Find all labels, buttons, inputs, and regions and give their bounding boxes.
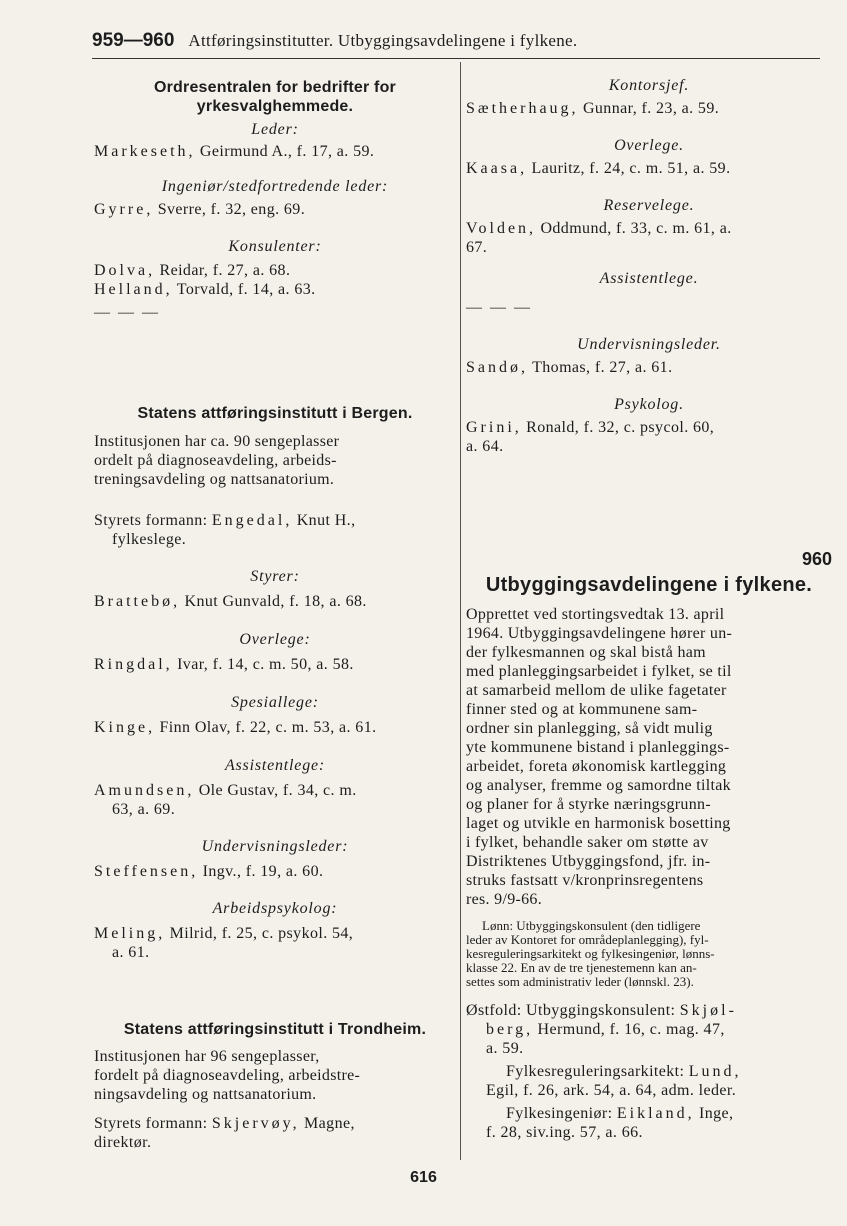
trondheim-styrets-formann: Styrets formann: Skjervøy, Magne, — [94, 1115, 355, 1132]
r-overlege-entry: Kaasa, Lauritz, f. 24, c. m. 51, a. 59. — [466, 160, 731, 177]
ordresentralen-title-line2: yrkesvalghemmede. — [196, 98, 354, 115]
ostfold-line2: berg, Hermund, f. 16, c. mag. 47, — [486, 1021, 725, 1038]
para-line: arbeidet, foreta økonomisk kartlegging — [466, 758, 727, 775]
reservelege-entry-cont: 67. — [466, 239, 488, 256]
trondheim-section — [94, 1020, 456, 1152]
ingenior-entry: Gyrre, Sverre, f. 32, eng. 69. — [94, 201, 306, 218]
spesiallege-role: Spesiallege: — [231, 694, 319, 711]
psykolog-entry: Grini, Ronald, f. 32, c. psycol. 60, — [466, 419, 715, 436]
ingenior-role: Ingeniør/stedfortredende leder: — [161, 178, 389, 195]
ordresentralen-title-line1: Ordresentralen for bedrifter for — [153, 79, 396, 96]
fylkesregulering-line2: Egil, f. 26, ark. 54, a. 64, adm. leder. — [486, 1082, 737, 1099]
para-line: 1964. Utbyggingsavdelingene hører un- — [466, 625, 733, 642]
kontorsjef-role: Kontorsjef. — [608, 77, 690, 94]
bergen-section — [94, 404, 456, 962]
para-line: og planer for å styrke næringsgrunn- — [466, 796, 711, 813]
trondheim-desc-line1: Institusjonen har 96 sengeplasser, — [94, 1048, 320, 1065]
section-number: 960 — [801, 549, 832, 569]
para-line: struks fastsatt v/kronprinsregentens — [466, 872, 704, 889]
page-range: 959—960 — [92, 30, 175, 51]
para-line: finner sted og at kommunene sam- — [466, 701, 698, 718]
trondheim-desc-line2: fordelt på diagnoseavdeling, arbeidstre- — [94, 1067, 361, 1084]
styrer-entry: Brattebø, Knut Gunvald, f. 18, a. 68. — [94, 593, 367, 610]
r-undervisningsleder-role: Undervisningsleder. — [577, 336, 721, 353]
bergen-desc-line2: ordelt på diagnoseavdeling, arbeids- — [94, 452, 337, 469]
undervisningsleder-entry: Steffensen, Ingv., f. 19, a. 60. — [94, 863, 324, 880]
column-divider — [460, 62, 461, 1160]
r-undervisningsleder-entry: Sandø, Thomas, f. 27, a. 61. — [466, 359, 673, 376]
trondheim-styrets-formann-title: direktør. — [94, 1134, 152, 1151]
fylkesingenior-line1: Fylkesingeniør: Eikland, Inge, — [506, 1105, 734, 1122]
arbeidspsykolog-entry-cont: a. 61. — [112, 944, 150, 961]
overlege-entry: Ringdal, Ivar, f. 14, c. m. 50, a. 58. — [94, 656, 354, 673]
para-line: med planleggingsarbeidet i fylket, se til — [466, 663, 732, 680]
ordresentralen-section — [94, 78, 456, 322]
para-line: yte kommunene bistand i planleggings- — [466, 739, 730, 756]
para-line: Opprettet ved stortingsvedtak 13. april — [466, 606, 725, 623]
ostfold-line1: Østfold: Utbyggingskonsulent: Skjøl- — [466, 1002, 737, 1019]
bergen-title: Statens attføringsinstitutt i Bergen. — [137, 405, 413, 422]
trondheim-desc-line3: ningsavdeling og nattsanatorium. — [94, 1086, 317, 1103]
lonn-line: kesreguleringsarkitekt og fylkesingeniør, lønns- — [466, 946, 715, 961]
r-overlege-role: Overlege. — [614, 137, 684, 154]
konsulent-2-entry: Helland, Torvald, f. 14, a. 63. — [94, 281, 316, 298]
section-dash: — — — — [94, 304, 160, 321]
utbygging-title: Utbyggingsavdelingene i fylkene. — [485, 574, 813, 596]
trondheim-title: Statens attføringsinstitutt i Trondheim. — [123, 1021, 427, 1038]
lonn-line: Lønn: Utbyggingskonsulent (den tidligere — [482, 918, 701, 933]
styrer-role: Styrer: — [250, 568, 300, 585]
undervisningsleder-role: Undervisningsleder: — [201, 838, 349, 855]
konsulenter-role: Konsulenter: — [228, 238, 322, 255]
para-line: og analyser, fremme og samordne tiltak — [466, 777, 731, 794]
assistentlege-role: Assistentlege: — [224, 757, 326, 774]
reservelege-role: Reservelege. — [603, 197, 695, 214]
psykolog-role: Psykolog. — [614, 396, 684, 413]
lonn-line: leder av Kontoret for områdeplanlegging), fyl- — [466, 932, 709, 947]
para-line: at samarbeid mellom de ulike fagetater — [466, 682, 727, 699]
kontorsjef-entry: Sætherhaug, Gunnar, f. 23, a. 59. — [466, 100, 720, 117]
ostfold-line3: a. 59. — [486, 1040, 524, 1057]
fylkesingenior-line2: f. 28, siv.ing. 57, a. 66. — [486, 1124, 643, 1141]
bergen-styrets-formann-title: fylkeslege. — [112, 531, 187, 548]
para-line: res. 9/9-66. — [466, 891, 543, 908]
assistentlege-entry-cont: 63, a. 69. — [112, 801, 176, 818]
assistentlege-entry: Amundsen, Ole Gustav, f. 34, c. m. — [94, 782, 357, 799]
reservelege-entry: Volden, Oddmund, f. 33, c. m. 61, a. — [466, 220, 732, 237]
trondheim-staff-section — [466, 76, 832, 456]
running-title: Attføringsinstitutter. Utbyggingsavdelingene i fylkene. — [188, 31, 578, 50]
overlege-role: Overlege: — [239, 631, 311, 648]
page-number: 616 — [410, 1169, 437, 1186]
para-line: der fylkesmannen og skal bistå ham — [466, 644, 706, 661]
bergen-desc-line1: Institusjonen har ca. 90 sengeplasser — [94, 433, 340, 450]
lonn-line: klasse 22. En av de tre tjenestemenn kan an- — [466, 960, 697, 975]
lonn-line: settes som administrativ leder (lønnskl. 23). — [466, 974, 694, 989]
r-assistentlege-dash: — — — — [466, 299, 532, 316]
para-line: Distriktenes Utbyggingsfond, jfr. in- — [466, 853, 711, 870]
lonn-note — [466, 919, 832, 989]
utbygging-section — [466, 550, 832, 1142]
bergen-desc-line3: treningsavdeling og nattsanatorium. — [94, 471, 335, 488]
r-assistentlege-role: Assistentlege. — [599, 270, 699, 287]
arbeidspsykolog-entry: Meling, Milrid, f. 25, c. psykol. 54, — [94, 925, 354, 942]
utbygging-paragraph — [466, 605, 832, 909]
bergen-styrets-formann: Styrets formann: Engedal, Knut H., — [94, 512, 356, 529]
leder-role: Leder: — [251, 121, 299, 138]
leder-entry: Markeseth, Geirmund A., f. 17, a. 59. — [94, 143, 375, 160]
spesiallege-entry: Kinge, Finn Olav, f. 22, c. m. 53, a. 61. — [94, 719, 377, 736]
psykolog-entry-cont: a. 64. — [466, 438, 504, 455]
para-line: ordner sin planlegging, så vidt mulig — [466, 720, 713, 737]
ostfold-entry — [466, 1001, 832, 1142]
arbeidspsykolog-role: Arbeidspsykolog: — [212, 900, 338, 917]
para-line: laget og utvikle en harmonisk bosetting — [466, 815, 731, 832]
para-line: i fylket, behandle saker om støtte av — [466, 834, 709, 851]
fylkesregulering-line1: Fylkesreguleringsarkitekt: Lund, — [506, 1063, 742, 1080]
page-header — [92, 30, 820, 59]
konsulent-1-entry: Dolva, Reidar, f. 27, a. 68. — [94, 262, 291, 279]
